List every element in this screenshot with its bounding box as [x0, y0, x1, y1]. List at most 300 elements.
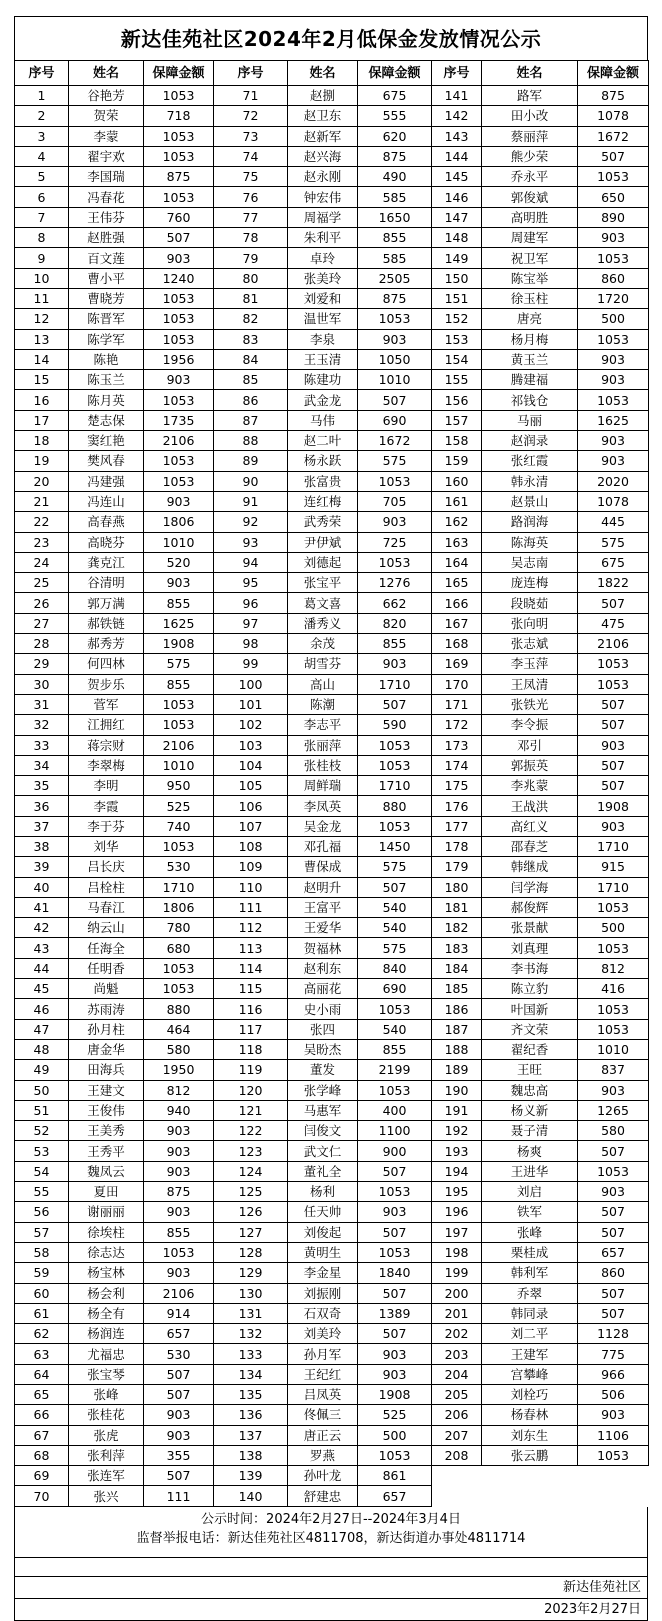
table-row	[15, 979, 649, 999]
table-row	[15, 634, 649, 654]
recipient-name: 赵永刚	[288, 167, 358, 187]
allowance-amount: 880	[358, 796, 432, 816]
row-number: 141	[432, 86, 482, 106]
row-number: 153	[432, 329, 482, 349]
row-number: 58	[15, 1242, 69, 1262]
recipient-name: 李令振	[482, 715, 578, 735]
column-header: 序号	[432, 61, 482, 86]
table-row	[15, 918, 649, 938]
recipient-name: 温世军	[288, 309, 358, 329]
allowance-amount: 855	[358, 228, 432, 248]
row-number: 98	[214, 634, 288, 654]
row-number: 68	[15, 1445, 69, 1465]
allowance-amount: 400	[358, 1100, 432, 1120]
recipient-name: 卓玲	[288, 248, 358, 268]
recipient-name: 郝俊辉	[482, 897, 578, 917]
row-number: 139	[214, 1466, 288, 1486]
row-number: 2	[15, 106, 69, 126]
allowance-amount: 580	[578, 1121, 649, 1141]
recipient-name: 刘启	[482, 1182, 578, 1202]
table-row	[15, 654, 649, 674]
allowance-amount: 903	[578, 1182, 649, 1202]
recipient-name: 赵胜强	[69, 228, 144, 248]
row-number: 65	[15, 1385, 69, 1405]
recipient-name: 赵新军	[288, 126, 358, 146]
row-number: 82	[214, 309, 288, 329]
row-number: 173	[432, 735, 482, 755]
row-number: 192	[432, 1121, 482, 1141]
allowance-amount: 355	[144, 1445, 214, 1465]
allowance-amount: 875	[578, 86, 649, 106]
table-row	[15, 370, 649, 390]
recipient-name: 李凤英	[288, 796, 358, 816]
recipient-name: 王美秀	[69, 1121, 144, 1141]
allowance-amount: 507	[578, 1141, 649, 1161]
allowance-amount: 903	[358, 512, 432, 532]
row-number: 91	[214, 491, 288, 511]
recipient-name: 张云鹏	[482, 1445, 578, 1465]
allowance-amount: 507	[358, 390, 432, 410]
recipient-name: 张峰	[482, 1222, 578, 1242]
recipient-name: 韩永清	[482, 471, 578, 491]
table-row	[15, 106, 649, 126]
allowance-amount: 1053	[144, 187, 214, 207]
recipient-name: 闫俊文	[288, 1121, 358, 1141]
recipient-name: 尤福忠	[69, 1344, 144, 1364]
recipient-name: 李蒙	[69, 126, 144, 146]
allowance-amount: 575	[578, 532, 649, 552]
row-number: 122	[214, 1121, 288, 1141]
allowance-amount: 1053	[358, 552, 432, 572]
row-number: 35	[15, 776, 69, 796]
row-number: 5	[15, 167, 69, 187]
recipient-name: 韩同录	[482, 1303, 578, 1323]
allowance-amount: 507	[358, 1222, 432, 1242]
allowance-amount: 705	[358, 491, 432, 511]
row-number: 67	[15, 1425, 69, 1445]
row-number: 90	[214, 471, 288, 491]
row-number: 17	[15, 410, 69, 430]
recipient-name: 张铁光	[482, 694, 578, 714]
row-number: 75	[214, 167, 288, 187]
allowance-amount: 464	[144, 1019, 214, 1039]
row-number: 53	[15, 1141, 69, 1161]
row-number: 33	[15, 735, 69, 755]
row-number: 175	[432, 776, 482, 796]
row-number: 64	[15, 1364, 69, 1384]
recipient-name: 楚志保	[69, 410, 144, 430]
recipient-name: 李于芬	[69, 816, 144, 836]
recipient-name: 吕凤英	[288, 1385, 358, 1405]
recipient-name: 张学峰	[288, 1080, 358, 1100]
table-row	[15, 938, 649, 958]
recipient-name: 杨会利	[69, 1283, 144, 1303]
allowance-amount: 855	[144, 674, 214, 694]
recipient-name: 张峰	[69, 1385, 144, 1405]
row-number: 57	[15, 1222, 69, 1242]
recipient-name: 徐玉柱	[482, 288, 578, 308]
recipient-name: 窦红艳	[69, 431, 144, 451]
recipient-name: 刘俊起	[288, 1222, 358, 1242]
allowance-amount: 812	[578, 958, 649, 978]
recipient-name: 陈潮	[288, 694, 358, 714]
row-number: 187	[432, 1019, 482, 1039]
recipient-name: 刘爱和	[288, 288, 358, 308]
recipient-name: 连红梅	[288, 491, 358, 511]
recipient-name: 杨宝林	[69, 1263, 144, 1283]
allowance-amount: 880	[144, 999, 214, 1019]
recipient-name: 王建文	[69, 1080, 144, 1100]
recipient-name: 唐正云	[288, 1425, 358, 1445]
row-number: 29	[15, 654, 69, 674]
table-row	[15, 1364, 649, 1384]
row-number: 191	[432, 1100, 482, 1120]
recipient-name: 铁军	[482, 1202, 578, 1222]
recipient-name: 任天帅	[288, 1202, 358, 1222]
recipient-name: 马惠军	[288, 1100, 358, 1120]
allowance-amount: 1389	[358, 1303, 432, 1323]
recipient-name: 郭万满	[69, 593, 144, 613]
recipient-name: 陈建功	[288, 370, 358, 390]
allowance-amount: 1010	[358, 370, 432, 390]
allowance-amount: 2106	[144, 431, 214, 451]
row-number: 194	[432, 1161, 482, 1181]
allowance-amount: 1720	[578, 288, 649, 308]
row-number: 85	[214, 370, 288, 390]
allowance-amount: 855	[144, 593, 214, 613]
row-number: 137	[214, 1425, 288, 1445]
allowance-amount: 1822	[578, 573, 649, 593]
row-number: 166	[432, 593, 482, 613]
allowance-amount: 580	[144, 1039, 214, 1059]
recipient-name: 胡雪芬	[288, 654, 358, 674]
recipient-name: 菅军	[69, 694, 144, 714]
table-row	[15, 776, 649, 796]
row-number: 60	[15, 1283, 69, 1303]
recipient-name: 吴金龙	[288, 816, 358, 836]
row-number: 142	[432, 106, 482, 126]
table-row	[15, 207, 649, 227]
row-number: 155	[432, 370, 482, 390]
allowance-amount: 1053	[144, 329, 214, 349]
allowance-amount: 1650	[358, 207, 432, 227]
allowance-amount: 507	[578, 755, 649, 775]
row-number: 80	[214, 268, 288, 288]
recipient-name: 孙月柱	[69, 1019, 144, 1039]
allowance-amount: 657	[358, 1486, 432, 1506]
recipient-name: 唐金华	[69, 1039, 144, 1059]
row-number: 46	[15, 999, 69, 1019]
row-number: 179	[432, 857, 482, 877]
allowance-amount: 903	[578, 816, 649, 836]
table-row	[15, 1283, 649, 1303]
allowance-amount: 575	[358, 938, 432, 958]
recipient-name: 武秀荣	[288, 512, 358, 532]
footer-divider	[15, 1557, 647, 1576]
notice-footer	[14, 1507, 648, 1621]
allowance-amount: 650	[578, 187, 649, 207]
allowance-amount: 903	[358, 329, 432, 349]
row-number: 200	[432, 1283, 482, 1303]
table-row	[15, 1385, 649, 1405]
recipient-name: 李玉萍	[482, 654, 578, 674]
allowance-amount: 903	[578, 1405, 649, 1425]
allowance-amount: 2106	[144, 735, 214, 755]
row-number: 66	[15, 1405, 69, 1425]
table-row	[15, 552, 649, 572]
row-number: 102	[214, 715, 288, 735]
row-number: 204	[432, 1364, 482, 1384]
allowance-amount: 1053	[578, 654, 649, 674]
recipient-name: 张红霞	[482, 451, 578, 471]
table-row	[15, 1121, 649, 1141]
allowance-amount: 855	[144, 1222, 214, 1242]
recipient-name: 叶国新	[482, 999, 578, 1019]
row-number: 40	[15, 877, 69, 897]
allowance-amount: 1053	[578, 999, 649, 1019]
allowance-amount: 507	[578, 776, 649, 796]
row-number: 11	[15, 288, 69, 308]
allowance-amount: 1053	[144, 86, 214, 106]
recipient-name: 田小改	[482, 106, 578, 126]
recipient-name: 魏凤云	[69, 1161, 144, 1181]
recipient-name: 刘华	[69, 836, 144, 856]
row-number: 164	[432, 552, 482, 572]
row-number: 203	[432, 1344, 482, 1364]
recipient-name: 陈晋军	[69, 309, 144, 329]
recipient-name: 栗桂成	[482, 1242, 578, 1262]
recipient-name: 高山	[288, 674, 358, 694]
row-number: 157	[432, 410, 482, 430]
recipient-name: 翟纪香	[482, 1039, 578, 1059]
table-row	[15, 1080, 649, 1100]
recipient-name: 张桂花	[69, 1405, 144, 1425]
recipient-name: 王爱华	[288, 918, 358, 938]
table-row	[15, 1182, 649, 1202]
recipient-name: 高红义	[482, 816, 578, 836]
row-number: 9	[15, 248, 69, 268]
recipient-name: 钟宏伟	[288, 187, 358, 207]
table-row	[15, 836, 649, 856]
empty-cell	[578, 1486, 649, 1506]
row-number: 111	[214, 897, 288, 917]
recipient-name: 张四	[288, 1019, 358, 1039]
recipient-name: 王建军	[482, 1344, 578, 1364]
column-header: 保障金额	[358, 61, 432, 86]
recipient-name: 王秀平	[69, 1141, 144, 1161]
recipient-name: 刘美玲	[288, 1324, 358, 1344]
allowance-amount: 2020	[578, 471, 649, 491]
row-number: 154	[432, 349, 482, 369]
row-number: 101	[214, 694, 288, 714]
row-number: 18	[15, 431, 69, 451]
table-row	[15, 1425, 649, 1445]
allowance-amount: 1710	[358, 674, 432, 694]
allowance-amount: 1010	[578, 1039, 649, 1059]
allowance-amount: 875	[358, 146, 432, 166]
allowance-amount: 475	[578, 613, 649, 633]
table-row	[15, 187, 649, 207]
allowance-amount: 780	[144, 918, 214, 938]
allowance-amount: 1672	[578, 126, 649, 146]
recipient-name: 杨月梅	[482, 329, 578, 349]
recipient-name: 邓引	[482, 735, 578, 755]
recipient-name: 曹小平	[69, 268, 144, 288]
recipient-name: 张美玲	[288, 268, 358, 288]
recipient-name: 张虎	[69, 1425, 144, 1445]
allowance-amount: 837	[578, 1060, 649, 1080]
recipient-name: 杨永跃	[288, 451, 358, 471]
recipient-name: 张富贵	[288, 471, 358, 491]
recipient-name: 冯建强	[69, 471, 144, 491]
recipient-name: 佟佩三	[288, 1405, 358, 1425]
allowance-amount: 775	[578, 1344, 649, 1364]
allowance-amount: 1053	[144, 979, 214, 999]
row-number: 81	[214, 288, 288, 308]
row-number: 56	[15, 1202, 69, 1222]
recipient-name: 苏雨涛	[69, 999, 144, 1019]
allowance-amount: 903	[358, 1364, 432, 1384]
table-row	[15, 126, 649, 146]
row-number: 176	[432, 796, 482, 816]
recipient-name: 潘秀义	[288, 613, 358, 633]
row-number: 127	[214, 1222, 288, 1242]
recipient-name: 黄玉兰	[482, 349, 578, 369]
allowance-amount: 1053	[578, 390, 649, 410]
allowance-amount: 820	[358, 613, 432, 633]
recipient-name: 刘振刚	[288, 1283, 358, 1303]
issuer-name: 新达佳苑社区	[15, 1576, 647, 1598]
table-row	[15, 268, 649, 288]
recipient-name: 杨义新	[482, 1100, 578, 1120]
allowance-amount: 840	[358, 958, 432, 978]
table-row	[15, 532, 649, 552]
table-row	[15, 248, 649, 268]
row-number: 167	[432, 613, 482, 633]
row-number: 115	[214, 979, 288, 999]
recipient-name: 赵兴海	[288, 146, 358, 166]
allowance-amount: 575	[358, 857, 432, 877]
supervision-hotline: 监督举报电话：新达佳苑社区4811708，新达街道办事处4811714	[136, 1530, 526, 1546]
row-number: 196	[432, 1202, 482, 1222]
row-number: 74	[214, 146, 288, 166]
table-row	[15, 451, 649, 471]
recipient-name: 纳云山	[69, 918, 144, 938]
recipient-name: 黄明生	[288, 1242, 358, 1262]
allowance-amount: 1106	[578, 1425, 649, 1445]
recipient-name: 乔永平	[482, 167, 578, 187]
allowance-amount: 903	[144, 491, 214, 511]
row-number: 103	[214, 735, 288, 755]
allowance-amount: 1908	[144, 634, 214, 654]
recipient-name: 刘德起	[288, 552, 358, 572]
allowance-amount: 525	[144, 796, 214, 816]
allowance-amount: 2199	[358, 1060, 432, 1080]
allowance-amount: 540	[358, 918, 432, 938]
allowance-amount: 507	[578, 593, 649, 613]
row-number: 79	[214, 248, 288, 268]
row-number: 146	[432, 187, 482, 207]
allowance-amount: 875	[144, 1182, 214, 1202]
table-row	[15, 167, 649, 187]
recipient-name: 董发	[288, 1060, 358, 1080]
allowance-amount: 1128	[578, 1324, 649, 1344]
recipient-name: 何四林	[69, 654, 144, 674]
allowance-amount: 590	[358, 715, 432, 735]
recipient-name: 腾建福	[482, 370, 578, 390]
row-number: 171	[432, 694, 482, 714]
row-number: 161	[432, 491, 482, 511]
row-number: 12	[15, 309, 69, 329]
recipient-name: 张志斌	[482, 634, 578, 654]
recipient-name: 李翠梅	[69, 755, 144, 775]
table-row	[15, 897, 649, 917]
recipient-name: 赵润录	[482, 431, 578, 451]
empty-cell	[482, 1486, 578, 1506]
row-number: 70	[15, 1486, 69, 1506]
allowance-amount: 1625	[144, 613, 214, 633]
row-number: 21	[15, 491, 69, 511]
recipient-name: 翟宇欢	[69, 146, 144, 166]
column-header: 序号	[214, 61, 288, 86]
allowance-amount: 903	[144, 248, 214, 268]
table-header-row	[15, 61, 649, 86]
recipient-name: 尚魁	[69, 979, 144, 999]
table-row	[15, 288, 649, 308]
row-number: 106	[214, 796, 288, 816]
allowance-amount: 1053	[358, 1445, 432, 1465]
row-number: 49	[15, 1060, 69, 1080]
column-header: 姓名	[482, 61, 578, 86]
allowance-amount: 507	[578, 694, 649, 714]
recipient-name: 陈学军	[69, 329, 144, 349]
allowance-amount: 1100	[358, 1121, 432, 1141]
recipient-name: 周建军	[482, 228, 578, 248]
recipient-name: 郝秀芳	[69, 634, 144, 654]
allowance-amount: 1010	[144, 755, 214, 775]
recipient-name: 杨润连	[69, 1324, 144, 1344]
row-number: 182	[432, 918, 482, 938]
recipient-name: 郭俊斌	[482, 187, 578, 207]
row-number: 51	[15, 1100, 69, 1120]
row-number: 130	[214, 1283, 288, 1303]
recipient-name: 齐文荣	[482, 1019, 578, 1039]
row-number: 193	[432, 1141, 482, 1161]
allowance-amount: 507	[578, 715, 649, 735]
allowance-amount: 585	[358, 187, 432, 207]
row-number: 205	[432, 1385, 482, 1405]
recipient-name: 庞连梅	[482, 573, 578, 593]
recipient-name: 余茂	[288, 634, 358, 654]
column-header: 姓名	[288, 61, 358, 86]
table-row	[15, 1263, 649, 1283]
row-number: 1	[15, 86, 69, 106]
recipient-name: 龚克江	[69, 552, 144, 572]
allowance-amount: 680	[144, 938, 214, 958]
table-row	[15, 146, 649, 166]
recipient-name: 徐埃柱	[69, 1222, 144, 1242]
row-number: 118	[214, 1039, 288, 1059]
row-number: 26	[15, 593, 69, 613]
allowance-amount: 416	[578, 979, 649, 999]
allowance-amount: 1053	[144, 958, 214, 978]
row-number: 107	[214, 816, 288, 836]
row-number: 159	[432, 451, 482, 471]
row-number: 208	[432, 1445, 482, 1465]
row-number: 13	[15, 329, 69, 349]
row-number: 186	[432, 999, 482, 1019]
row-number: 126	[214, 1202, 288, 1222]
